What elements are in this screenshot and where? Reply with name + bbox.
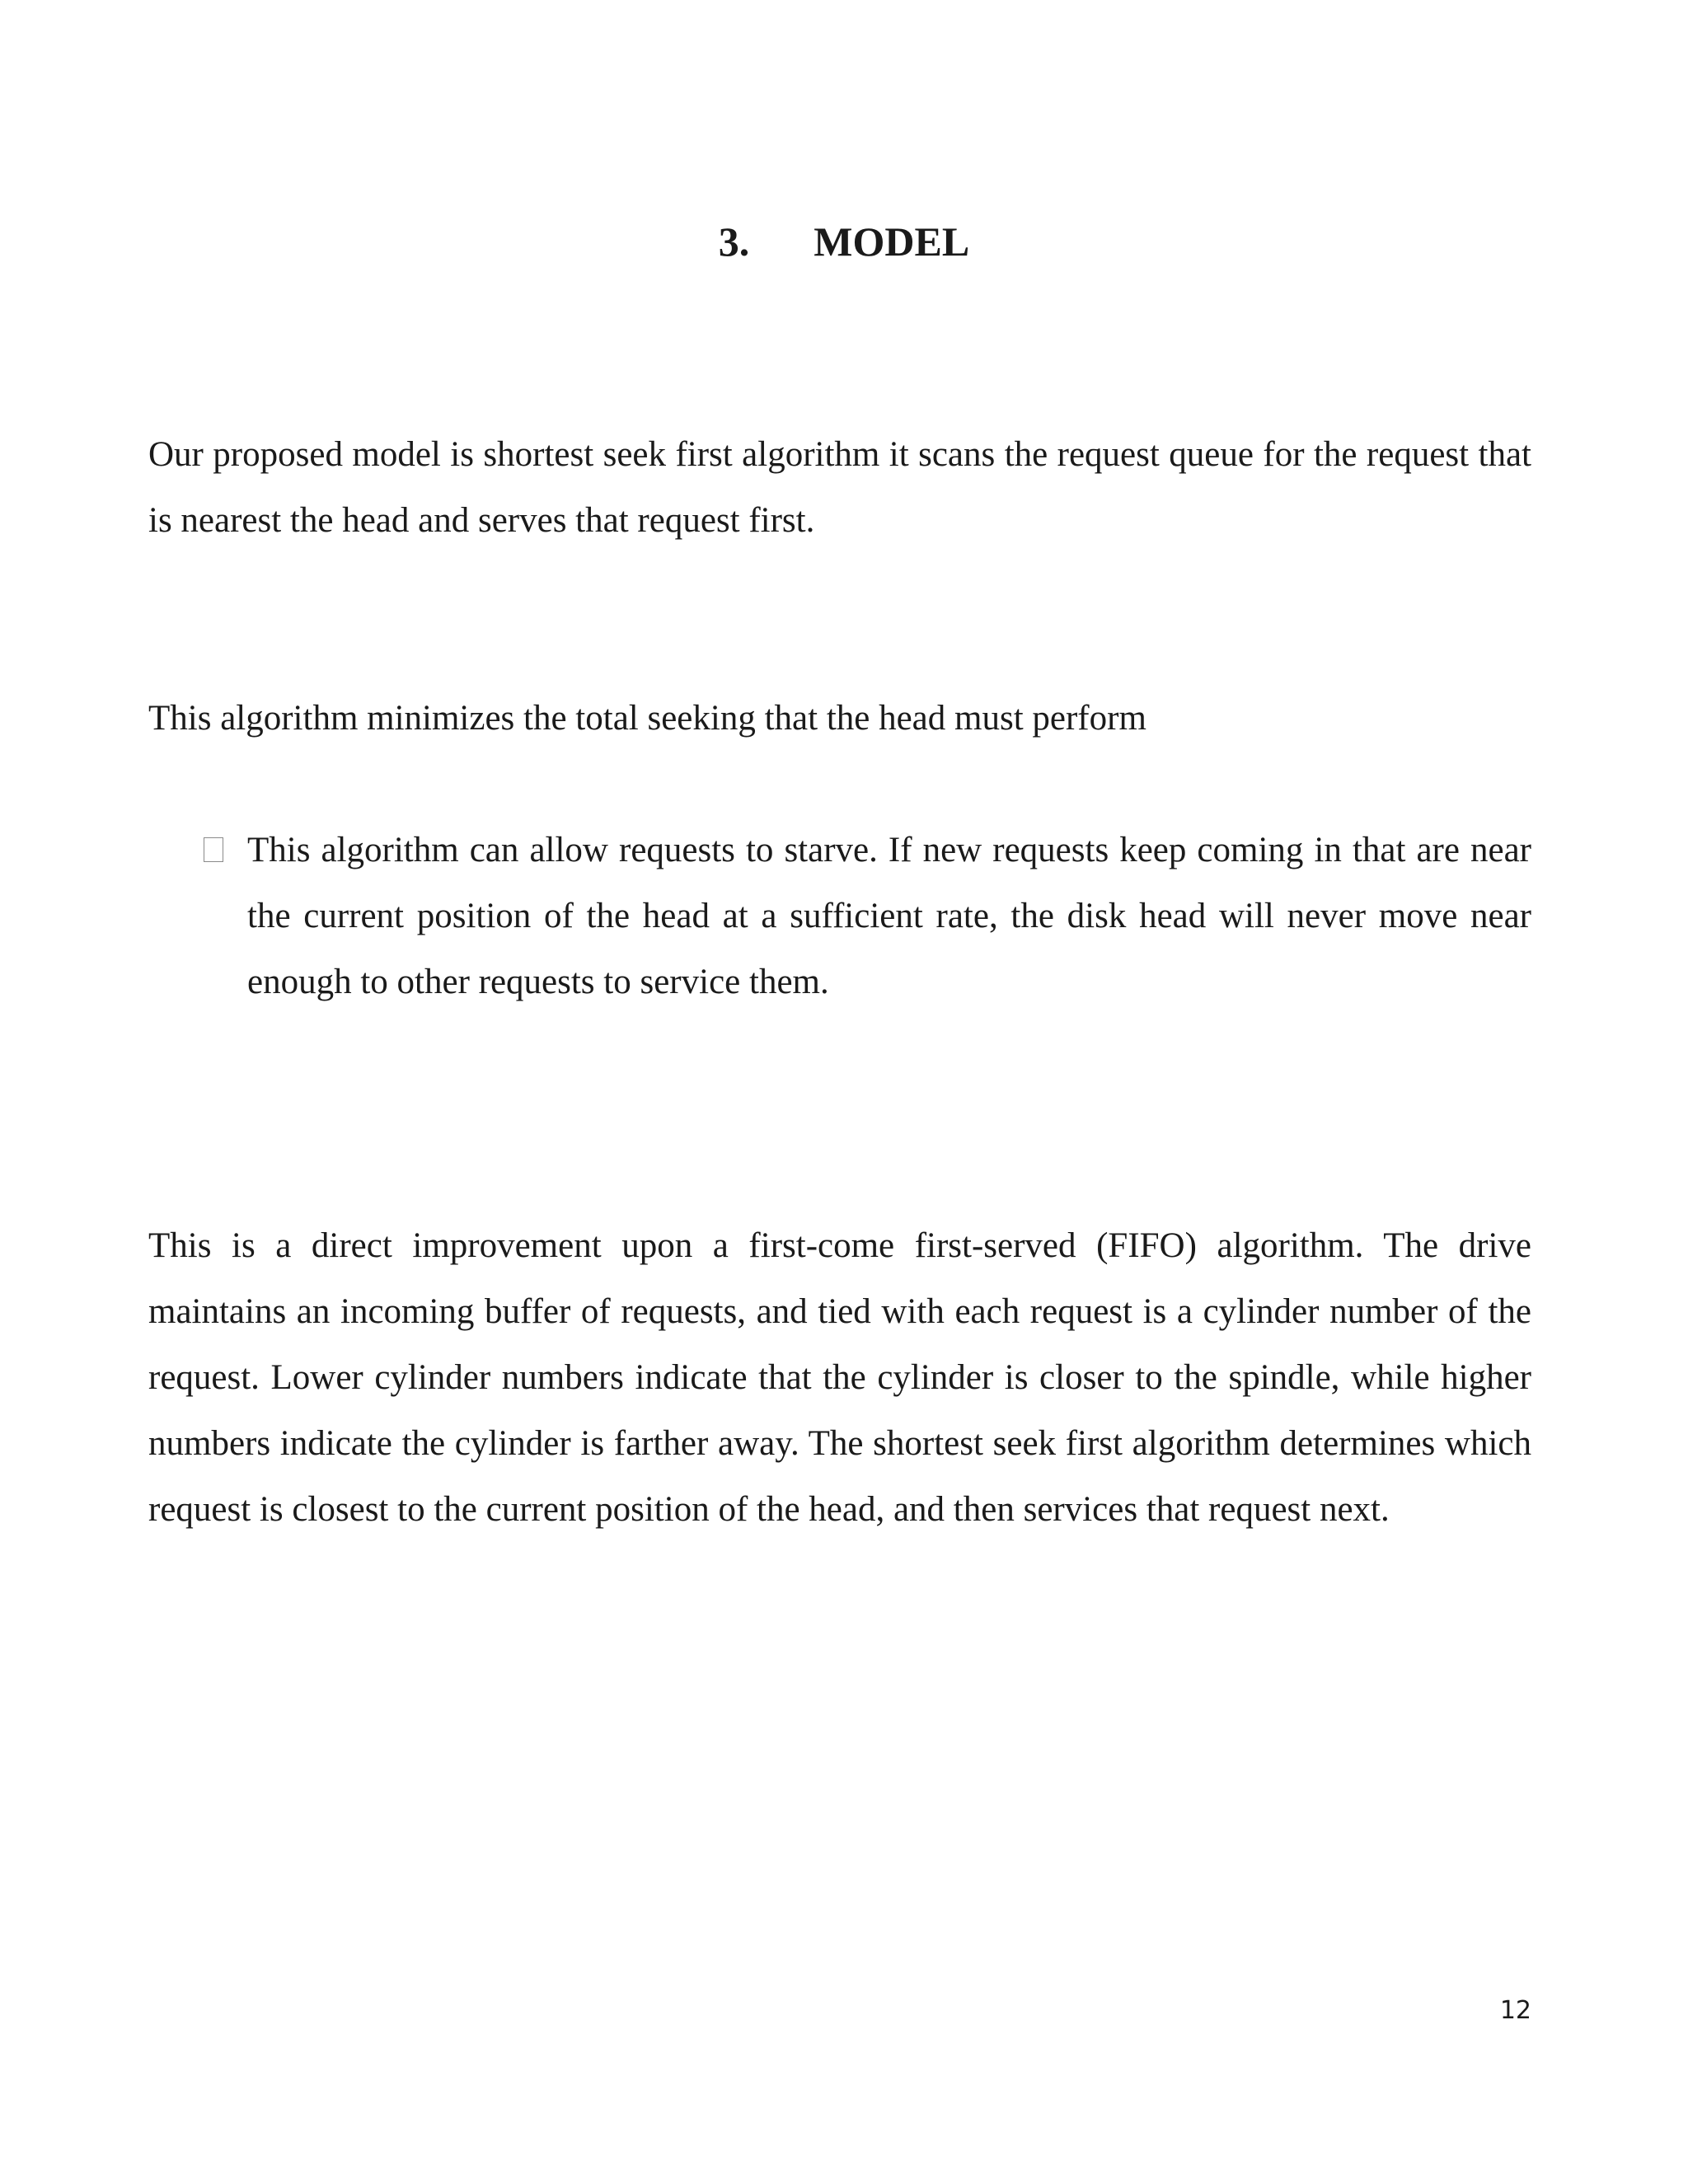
paragraph-minimizes-seeking: This algorithm minimizes the total seeking that the head must perform <box>148 699 1146 738</box>
section-heading <box>0 213 1688 270</box>
paragraph-model-intro: Our proposed model is shortest seek first algorithm it scans the request queue for the request that is nearest the head and serves that request first. <box>148 435 1531 540</box>
section-number: 3. <box>718 218 750 265</box>
bullet-text: This algorithm can allow requests to starve. If new requests keep coming in that are near the current position of the head at a sufficient rate, the disk head will never move near enough to other requests to service them. <box>247 831 1531 1001</box>
missing-glyph-box-icon <box>204 837 223 862</box>
paragraph-fifo-improvement: This is a direct improvement upon a first-come first-served (FIFO) algorithm. The drive maintains an incoming buffer of requests, and tied with each request is a cylinder number of the request. Lower cylinder numbers indicate that the cylinder is closer to the spindle, while higher numbers indicate the cylinder is farther away. The shortest seek first algorithm determines which request is closest to the current position of the head, and then services that request next. <box>148 1226 1531 1529</box>
section-title: MODEL <box>814 218 970 265</box>
page-number: 12 <box>1499 1996 1531 2025</box>
